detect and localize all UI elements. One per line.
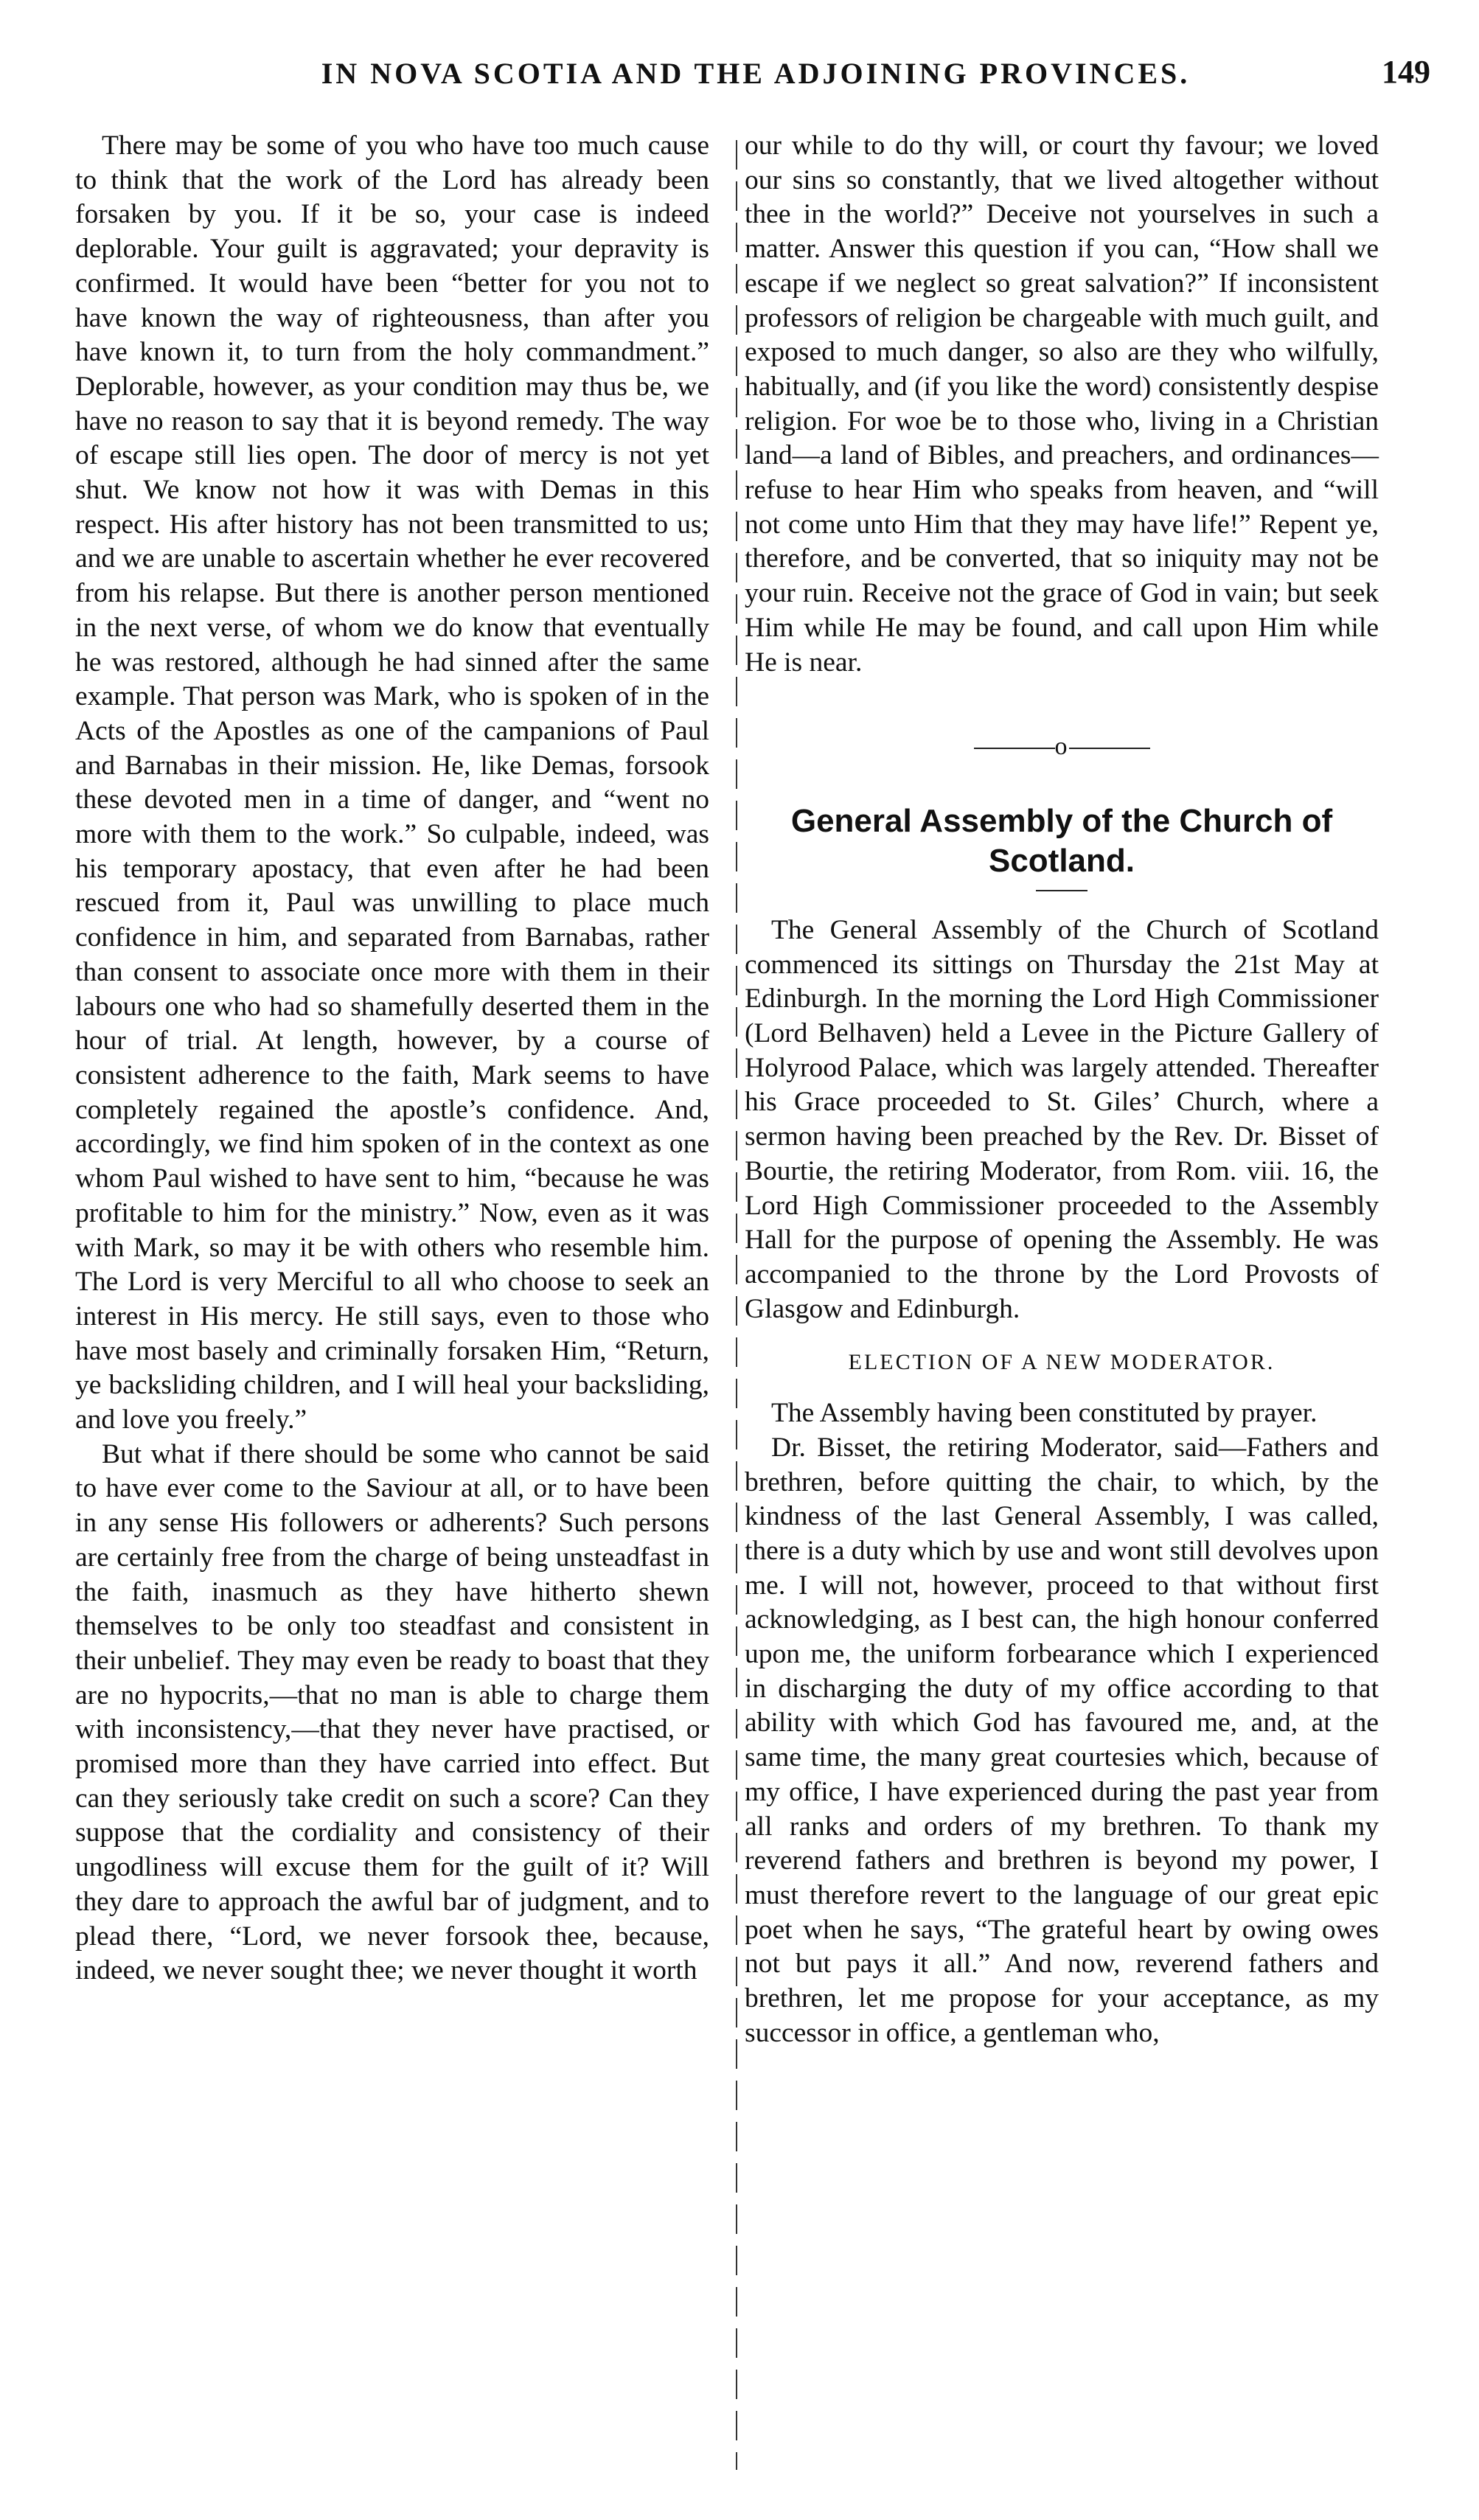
paragraph: The Assembly having been constituted by prayer. <box>771 1398 1318 1429</box>
left-column <box>75 129 709 1988</box>
page-number: 149 <box>1382 54 1430 90</box>
paragraph: our while to do thy will, or court thy favour; we loved our sins so constantly, that we lived altogether without thee in the world?” Deceive not yourselves in such a matter. Answer this question if you can, “How shall we escape if we neglect so great salvation?” If inconsistent professors of religion be chargeable with much guilt, and exposed to much danger, so also are they who wilfully, habitually, and (if you like the word) consistently despise religion. For woe be to those who, living in a Christian land—a land of Bibles, and preachers, and ordinances—refuse to hear Him who speaks from heaven, and “will not come unto Him that they may have life!” Repent ye, therefore, and be converted, that so iniquity may not be your ruin. Receive not the grace of God in vain; but seek Him while He may be found, and call upon Him while He is near. <box>745 130 1379 678</box>
paragraph: Dr. Bisset, the retiring Moderator, said—Fathers and brethren, before quitting the chair, to which, by the kindness of the last General Assembly, I was called, there is a duty which by use and wont still devolves upon me. I will not, however, proceed to that without first acknowledging, as I best can, the high honour conferred upon me, the uniform forbearance which I experienced in discharging the duty of my office according to that ability with which God has favoured me, and, at the same time, the many great courtesies which, because of my office, I have experienced during the past year from all ranks and orders of my brethren. To thank my reverend fathers and brethren is beyond my power, I must therefore revert to the language of our great epic poet when he says, “The grateful heart by owing owes not but pays it all.” And now, reverend fathers and brethren, let me propose for your acceptance, as my successor in office, a gentleman who, <box>745 1432 1379 2048</box>
paragraph: But what if there should be some who cannot be said to have ever come to the Saviour at all, or to have been in any sense His followers or adherents? Such persons are certainly free from the charge of being unsteadfast in the faith, inasmuch as they have hitherto shewn themselves to be only too steadfast and consistent in their unbelief. They may even be ready to boast that they are no hypocrits,—that no man is able to charge them with inconsistency,—that they never have practised, or promised more than they have carried into effect. But can they seriously take credit on such a score? Can they suppose that the cordiality and consistency of their ungodliness will excuse them for the guilt of it? Will they dare to approach the awful bar of judgment, and to plead there, “Lord, we never forsook thee, because, indeed, we never sought thee; we never thought it worth <box>75 1438 709 1986</box>
right-column <box>745 129 1379 2050</box>
section-ornament <box>745 730 1379 765</box>
running-title: IN NOVA SCOTIA AND THE ADJOINING PROVINCES. <box>321 57 1191 90</box>
subheading: ELECTION OF A NEW MODERATOR. <box>848 1350 1276 1375</box>
article-title: General Assembly of the Church of Scotland. <box>790 802 1333 879</box>
paragraph: The General Assembly of the Church of Scotland commenced its sittings on Thursday the 21st May at Edinburgh. In the morning the Lord High Commissioner (Lord Belhaven) held a Levee in the Picture Gallery of Holyrood Palace, which was largely attended. Thereafter his Grace proceeded to St. Giles’ Church, where a sermon having been preached by the Rev. Dr. Bisset of Bourtie, the retiring Moderator, from Rom. viii. 16, the Lord High Commissioner proceeded to the Assembly Hall for the purpose of opening the Assembly. He was accompanied to the throne by the Lord Provosts of Glasgow and Edinburgh. <box>745 914 1379 1324</box>
column-divider <box>736 140 737 2470</box>
page-header <box>81 50 1430 94</box>
paragraph: There may be some of you who have too much cause to think that the work of the Lord has already been forsaken by you. If it be so, your case is indeed deplorable. Your guilt is aggravated; your depravity is confirmed. It would have been “better for you not to have known the way of righteousness, than after you have known it, to turn from the holy commandment.” Deplorable, however, as your condition may thus be, we have no reason to say that it is beyond remedy. The way of escape still lies open. The door of mercy is not yet shut. We know not how it was with Demas in this respect. His after history has not been transmitted to us; and we are unable to ascertain whether he ever recovered from his relapse. But there is another person mentioned in the next verse, of whom we do know that eventually he was restored, although he had sinned after the same example. That person was Mark, who is spoken of in the Acts of the Apostles as one of the campanions of Paul and Barnabas in their mission. He, like Demas, forsook these devoted men in a time of danger, and “went no more with them to the work.” So culpable, indeed, was his temporary apostacy, that even after he had been rescued from it, Paul was unwilling to place much confidence in him, and separated from Barnabas, rather than consent to associate once more with them in their labours one who had so shamefully deserted them in the hour of trial. At length, however, by a course of consistent adherence to the faith, Mark seems to have completely regained the apostle’s confidence. And, accordingly, we find him spoken of in the context as one whom Paul wished to have sent to him, “because he was profitable to him for the ministry.” Now, even as it was with Mark, so may it be with others who resemble him. The Lord is very Merciful to all who choose to seek an interest in His mercy. He still says, even to those who have most basely and criminally forsaken Him, “Return, ye backsliding children, and I will heal your backsliding, and love you freely.” <box>75 130 709 1435</box>
ornament-mark: o <box>1054 733 1069 761</box>
title-rule <box>1036 890 1088 891</box>
